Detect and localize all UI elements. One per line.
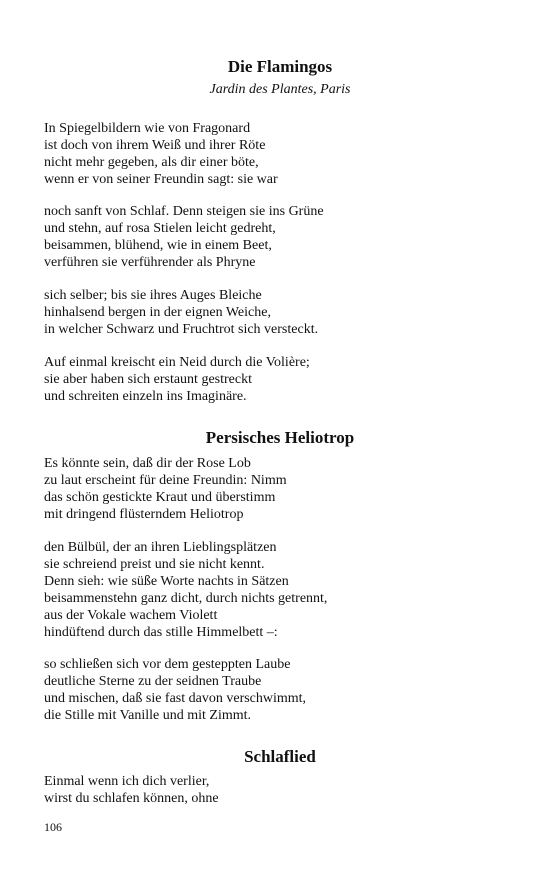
verse-line: und schreiten einzeln ins Imaginäre. — [44, 389, 247, 404]
poem-title: Schlaflied — [244, 747, 316, 766]
poem-2-stanza-3 — [44, 656, 484, 724]
verse-line: ist doch von ihrem Weiß und ihrer Röte — [44, 138, 266, 153]
verse-line: Es könnte sein, daß dir der Rose Lob — [44, 456, 251, 471]
poem-1-stanza-2 — [44, 203, 484, 271]
verse-line: hinhalsend bergen in der eignen Weiche, — [44, 305, 271, 320]
verse-line: mit dringend flüsterndem Heliotrop — [44, 507, 244, 522]
verse-line: zu laut erscheint für deine Freundin: Nimm — [44, 473, 287, 488]
verse-line: sie aber haben sich erstaunt gestreckt — [44, 372, 252, 387]
poem-title: Die Flamingos — [227, 57, 333, 76]
poem-2-stanza-2 — [44, 539, 484, 641]
verse-line: die Stille mit Vanille und mit Zimmt. — [44, 708, 252, 723]
verse-line: verführen sie verführender als Phryne — [44, 255, 256, 270]
poem-subtitle: Jardin des Plantes, Paris — [209, 82, 351, 97]
poem-1-stanza-4 — [44, 354, 484, 405]
poem-1-stanza-1 — [44, 120, 484, 188]
verse-line: Denn sieh: wie süße Worte nachts in Sätzen — [44, 574, 289, 589]
poem-3-stanza-1 — [44, 773, 484, 807]
poem-persisches-heliotrop — [44, 428, 484, 448]
verse-line: Einmal wenn ich dich verlier, — [44, 774, 210, 789]
page-number: 106 — [44, 820, 62, 834]
verse-line: nicht mehr gegeben, als dir einer böte, — [44, 155, 259, 170]
verse-line: und stehn, auf rosa Stielen leicht gedreht, — [44, 221, 276, 236]
verse-line: den Bülbül, der an ihren Lieblingsplätzen — [44, 540, 277, 555]
poem-die-flamingos — [44, 57, 484, 99]
verse-line: beisammen, blühend, wie in einem Beet, — [44, 238, 272, 253]
verse-line: aus der Vokale wachem Violett — [44, 608, 218, 623]
verse-line: noch sanft von Schlaf. Denn steigen sie ins Grüne — [44, 204, 324, 219]
verse-line: das schön gestickte Kraut und überstimm — [44, 490, 276, 505]
verse-line: beisammenstehn ganz dicht, durch nichts getrennt, — [44, 591, 328, 606]
verse-line: sie schreiend preist und sie nicht kennt. — [44, 557, 265, 572]
verse-line: in welcher Schwarz und Fruchtrot sich versteckt. — [44, 322, 319, 337]
poem-schlaflied — [44, 747, 484, 767]
verse-line: deutliche Sterne zu der seidnen Traube — [44, 674, 262, 689]
verse-line: hindüftend durch das stille Himmelbett –: — [44, 625, 278, 640]
verse-line: so schließen sich vor dem gesteppten Laube — [44, 657, 291, 672]
verse-line: Auf einmal kreischt ein Neid durch die Volière; — [44, 355, 310, 370]
verse-line: wirst du schlafen können, ohne — [44, 791, 219, 806]
poem-2-stanza-1 — [44, 455, 484, 523]
verse-line: wenn er von seiner Freundin sagt: sie war — [44, 172, 278, 187]
verse-line: sich selber; bis sie ihres Auges Bleiche — [44, 288, 262, 303]
verse-line: In Spiegelbildern wie von Fragonard — [44, 121, 251, 136]
poem-1-stanza-3 — [44, 287, 484, 338]
verse-line: und mischen, daß sie fast davon verschwimmt, — [44, 691, 307, 706]
poem-title: Persisches Heliotrop — [205, 428, 355, 447]
